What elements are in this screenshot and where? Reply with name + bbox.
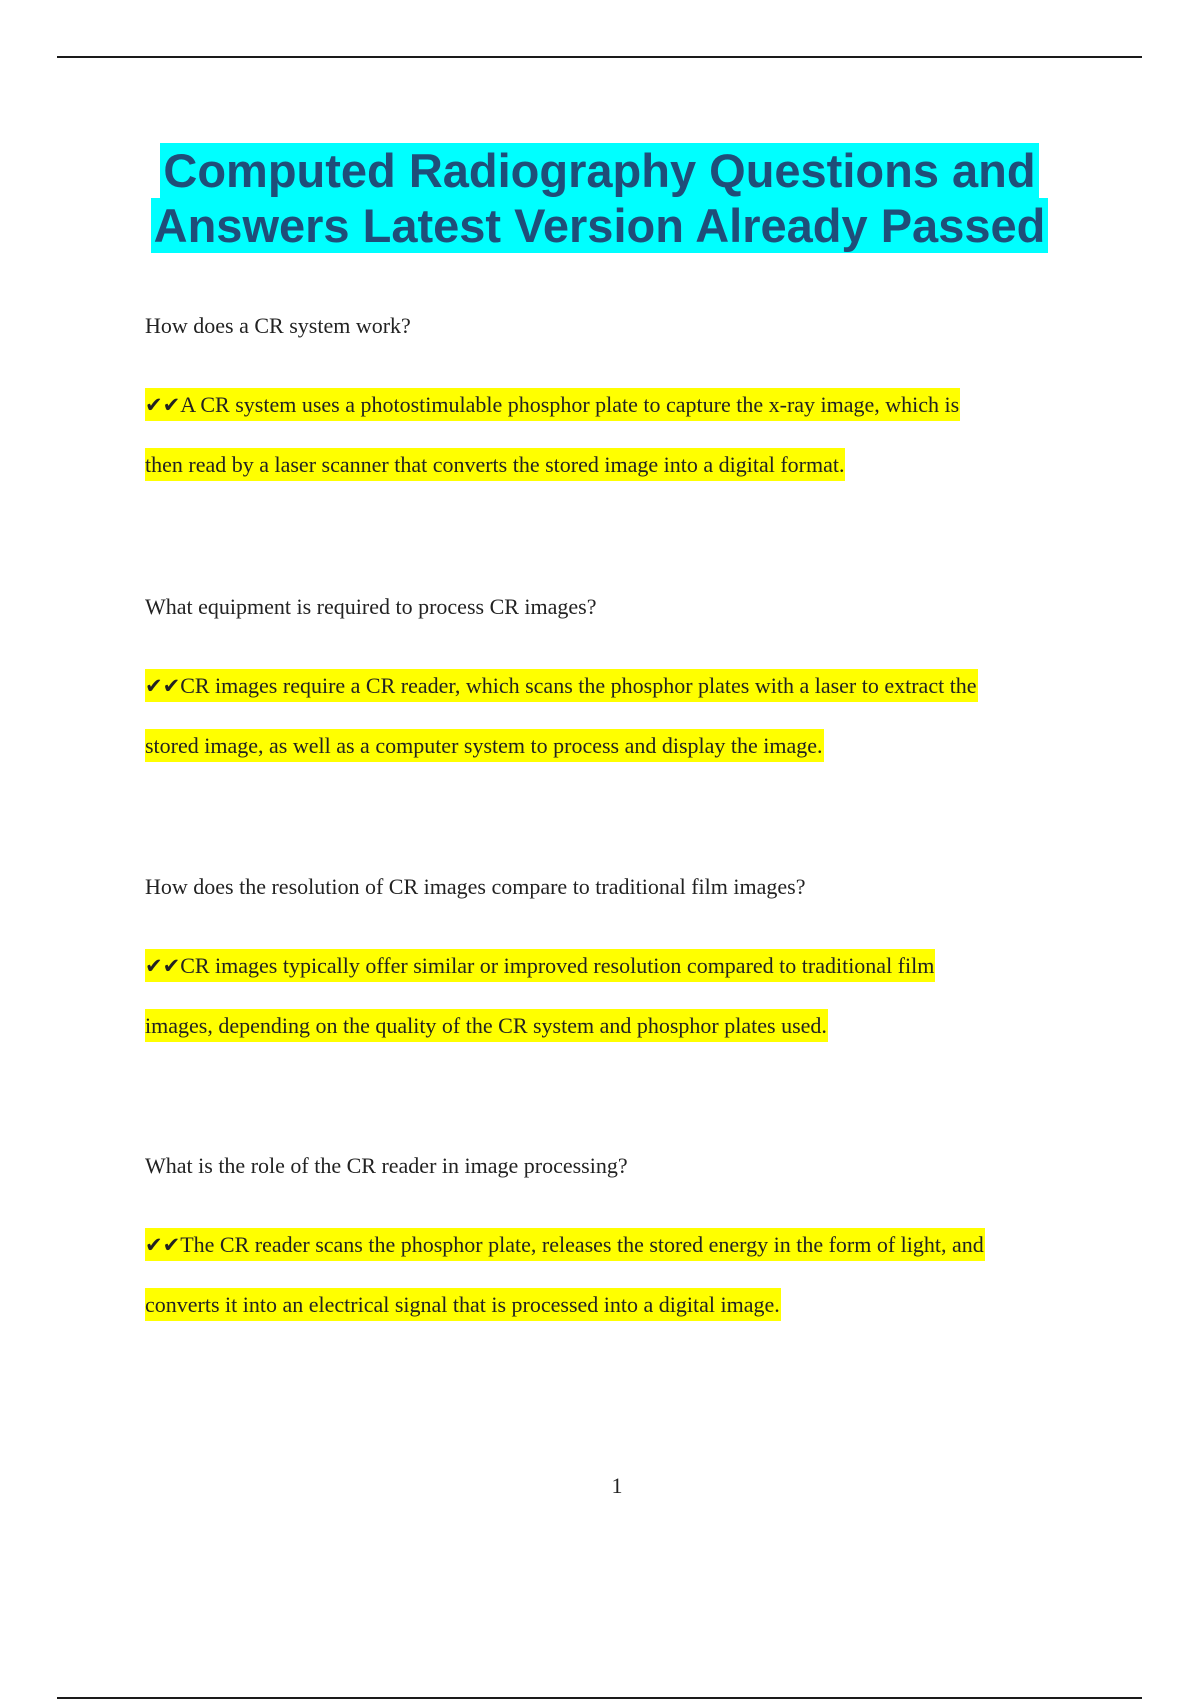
title-line-2: Answers Latest Version Already Passed xyxy=(151,198,1049,253)
answer-line xyxy=(145,669,978,702)
answer-text: A CR system uses a photostimulable phosphor plate to capture the x-ray image, which is xyxy=(180,392,960,417)
answer-line xyxy=(145,388,960,421)
document-title xyxy=(57,143,1142,253)
double-check-icon: ✔✔ xyxy=(145,393,181,417)
answer-line: then read by a laser scanner that converts the stored image into a digital format. xyxy=(145,448,845,481)
title-line-1: Computed Radiography Questions and xyxy=(160,143,1038,198)
answer-line: images, depending on the quality of the CR system and phosphor plates used. xyxy=(145,1009,828,1042)
answer-line xyxy=(145,1228,985,1261)
answer-text: CR images typically offer similar or improved resolution compared to traditional film xyxy=(180,953,935,978)
question-text: How does the resolution of CR images compare to traditional film images? xyxy=(145,874,806,899)
answer-line: converts it into an electrical signal that is processed into a digital image. xyxy=(145,1288,781,1321)
double-check-icon: ✔✔ xyxy=(145,1233,181,1257)
question-text: What is the role of the CR reader in image processing? xyxy=(145,1153,628,1178)
footer-rule xyxy=(57,1697,1142,1699)
page-number: 1 xyxy=(611,1473,623,1498)
header-rule xyxy=(57,56,1142,58)
question-text: What equipment is required to process CR images? xyxy=(145,594,597,619)
answer-text: The CR reader scans the phosphor plate, releases the stored energy in the form of light, and xyxy=(180,1232,984,1257)
question-text: How does a CR system work? xyxy=(145,313,411,338)
answer-line: stored image, as well as a computer system to process and display the image. xyxy=(145,729,824,762)
double-check-icon: ✔✔ xyxy=(145,674,181,698)
answer-text: CR images require a CR reader, which scans the phosphor plates with a laser to extract the xyxy=(180,673,977,698)
answer-line xyxy=(145,949,935,982)
double-check-icon: ✔✔ xyxy=(145,954,181,978)
